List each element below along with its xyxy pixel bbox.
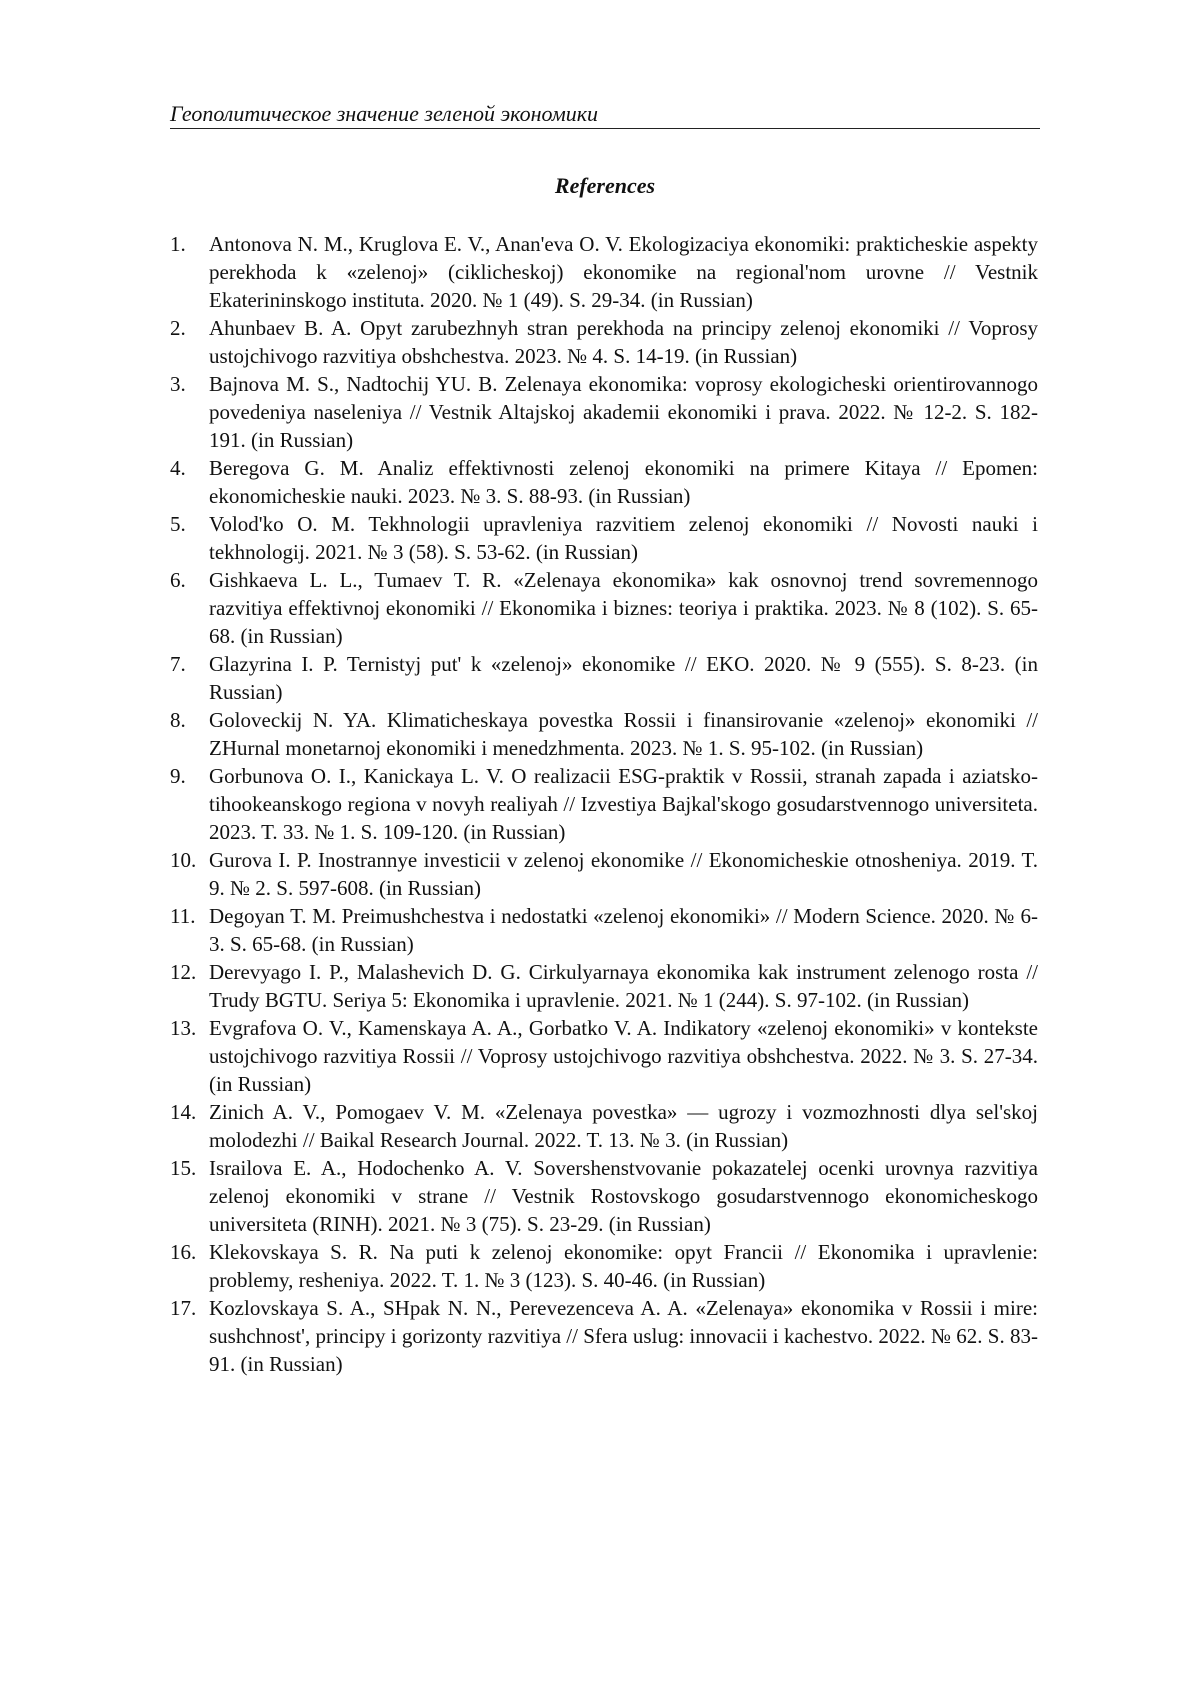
reference-item	[170, 1154, 1038, 1238]
reference-number: 3.	[170, 372, 186, 396]
reference-number: 12.	[170, 960, 197, 984]
reference-list	[170, 230, 1038, 1378]
reference-number: 16.	[170, 1240, 197, 1264]
reference-item	[170, 762, 1038, 846]
reference-item	[170, 650, 1038, 706]
reference-text: Zinich A. V., Pomogaev V. M. «Zelenaya povestka» — ugrozy i vozmozhnosti dlya sel'skoj molodezhi // Baikal Research Journal. 2022. T. 13. № 3. (in Russian)	[209, 1100, 1038, 1152]
reference-item	[170, 1098, 1038, 1154]
reference-number: 1.	[170, 232, 186, 256]
reference-text: Degoyan T. M. Preimushchestva i nedostatki «zelenoj ekonomiki» // Modern Science. 2020. № 6-3. S. 65-68. (in Russian)	[209, 904, 1038, 956]
reference-text: Kozlovskaya S. A., SHpak N. N., Perevezenceva A. A. «Zelenaya» ekonomika v Rossii i mire: sushchnost', principy i gorizonty razvitiya // Sfera uslug: innovacii i kachestvo. 2022. № 62. S. 83-91. (in Russian)	[209, 1296, 1038, 1376]
reference-number: 7.	[170, 652, 186, 676]
reference-text: Derevyago I. P., Malashevich D. G. Cirkulyarnaya ekonomika kak instrument zelenogo rosta // Trudy BGTU. Seriya 5: Ekonomika i upravlenie. 2021. № 1 (244). S. 97-102. (in Russian)	[209, 960, 1038, 1012]
reference-item	[170, 706, 1038, 762]
reference-text: Evgrafova O. V., Kamenskaya A. A., Gorbatko V. A. Indikatory «zelenoj ekonomiki» v kontekste ustojchivogo razvitiya Rossii // Voprosy ustojchivogo razvitiya obshchestva. 2022. № 3. S. 27-34. (in Russian)	[209, 1016, 1038, 1096]
reference-item	[170, 510, 1038, 566]
reference-text: Bajnova M. S., Nadtochij YU. B. Zelenaya ekonomika: voprosy ekologicheski orientirovannogo povedeniya naseleniya // Vestnik Altajskoj akademii ekonomiki i prava. 2022. № 12-2. S. 182-191. (in Russian)	[209, 372, 1038, 452]
reference-item	[170, 902, 1038, 958]
reference-number: 5.	[170, 512, 186, 536]
reference-item	[170, 1294, 1038, 1378]
reference-item	[170, 1238, 1038, 1294]
reference-number: 6.	[170, 568, 186, 592]
reference-text: Gorbunova O. I., Kanickaya L. V. O realizacii ESG-praktik v Rossii, stranah zapada i aziatsko-tihookeanskogo regiona v novyh realiyah // Izvestiya Bajkal'skogo gosudarstvennogo universiteta. 2023. T. 33. № 1. S. 109-120. (in Russian)	[209, 764, 1038, 844]
reference-text: Ahunbaev B. A. Opyt zarubezhnyh stran perekhoda na principy zelenoj ekonomiki // Voprosy ustojchivogo razvitiya obshchestva. 2023. № 4. S. 14-19. (in Russian)	[209, 316, 1038, 368]
reference-number: 2.	[170, 316, 186, 340]
reference-number: 8.	[170, 708, 186, 732]
reference-text: Gurova I. P. Inostrannye investicii v zelenoj ekonomike // Ekonomicheskie otnosheniya. 2019. T. 9. № 2. S. 597-608. (in Russian)	[209, 848, 1038, 900]
reference-item	[170, 958, 1038, 1014]
reference-text: Israilova E. A., Hodochenko A. V. Sovershenstvovanie pokazatelej ocenki urovnya razvitiya zelenoj ekonomiki v strane // Vestnik Rostovskogo gosudarstvennogo ekonomicheskogo universiteta (RINH). 2021. № 3 (75). S. 23-29. (in Russian)	[209, 1156, 1038, 1236]
reference-item	[170, 314, 1038, 370]
reference-number: 15.	[170, 1156, 197, 1180]
reference-text: Goloveckij N. YA. Klimaticheskaya povestka Rossii i finansirovanie «zelenoj» ekonomiki // ZHurnal monetarnoj ekonomiki i menedzhmenta. 2023. № 1. S. 95-102. (in Russian)	[209, 708, 1038, 760]
reference-item	[170, 846, 1038, 902]
reference-number: 11.	[170, 904, 196, 928]
reference-text: Gishkaeva L. L., Tumaev T. R. «Zelenaya ekonomika» kak osnovnoj trend sovremennogo razvitiya effektivnoj ekonomiki // Ekonomika i biznes: teoriya i praktika. 2023. № 8 (102). S. 65-68. (in Russian)	[209, 568, 1038, 648]
reference-number: 4.	[170, 456, 186, 480]
reference-item	[170, 454, 1038, 510]
reference-item	[170, 370, 1038, 454]
reference-text: Klekovskaya S. R. Na puti k zelenoj ekonomike: opyt Francii // Ekonomika i upravlenie: problemy, resheniya. 2022. T. 1. № 3 (123). S. 40-46. (in Russian)	[209, 1240, 1038, 1292]
reference-text: Antonova N. M., Kruglova E. V., Anan'eva O. V. Ekologizaciya ekonomiki: prakticheskie aspekty perekhoda k «zelenoj» (ciklicheskoj) ekonomike na regional'nom urovne // Vestnik Ekaterininskogo instituta. 2020. № 1 (49). S. 29-34. (in Russian)	[209, 232, 1038, 312]
reference-item	[170, 566, 1038, 650]
reference-text: Volod'ko O. M. Tekhnologii upravleniya razvitiem zelenoj ekonomiki // Novosti nauki i tekhnologij. 2021. № 3 (58). S. 53-62. (in Russian)	[209, 512, 1038, 564]
reference-number: 10.	[170, 848, 197, 872]
section-title: References	[554, 173, 656, 198]
reference-item	[170, 230, 1038, 314]
reference-text: Beregova G. M. Analiz effektivnosti zelenoj ekonomiki na primere Kitaya // Epomen: ekonomicheskie nauki. 2023. № 3. S. 88-93. (in Russian)	[209, 456, 1038, 508]
reference-text: Glazyrina I. P. Ternistyj put' k «zelenoj» ekonomike // EKO. 2020. № 9 (555). S. 8-23. (in Russian)	[209, 652, 1038, 704]
reference-number: 13.	[170, 1016, 197, 1040]
reference-number: 9.	[170, 764, 186, 788]
running-header: Геополитическое значение зеленой экономики	[170, 100, 1040, 129]
reference-item	[170, 1014, 1038, 1098]
reference-number: 14.	[170, 1100, 197, 1124]
reference-number: 17.	[170, 1296, 197, 1320]
